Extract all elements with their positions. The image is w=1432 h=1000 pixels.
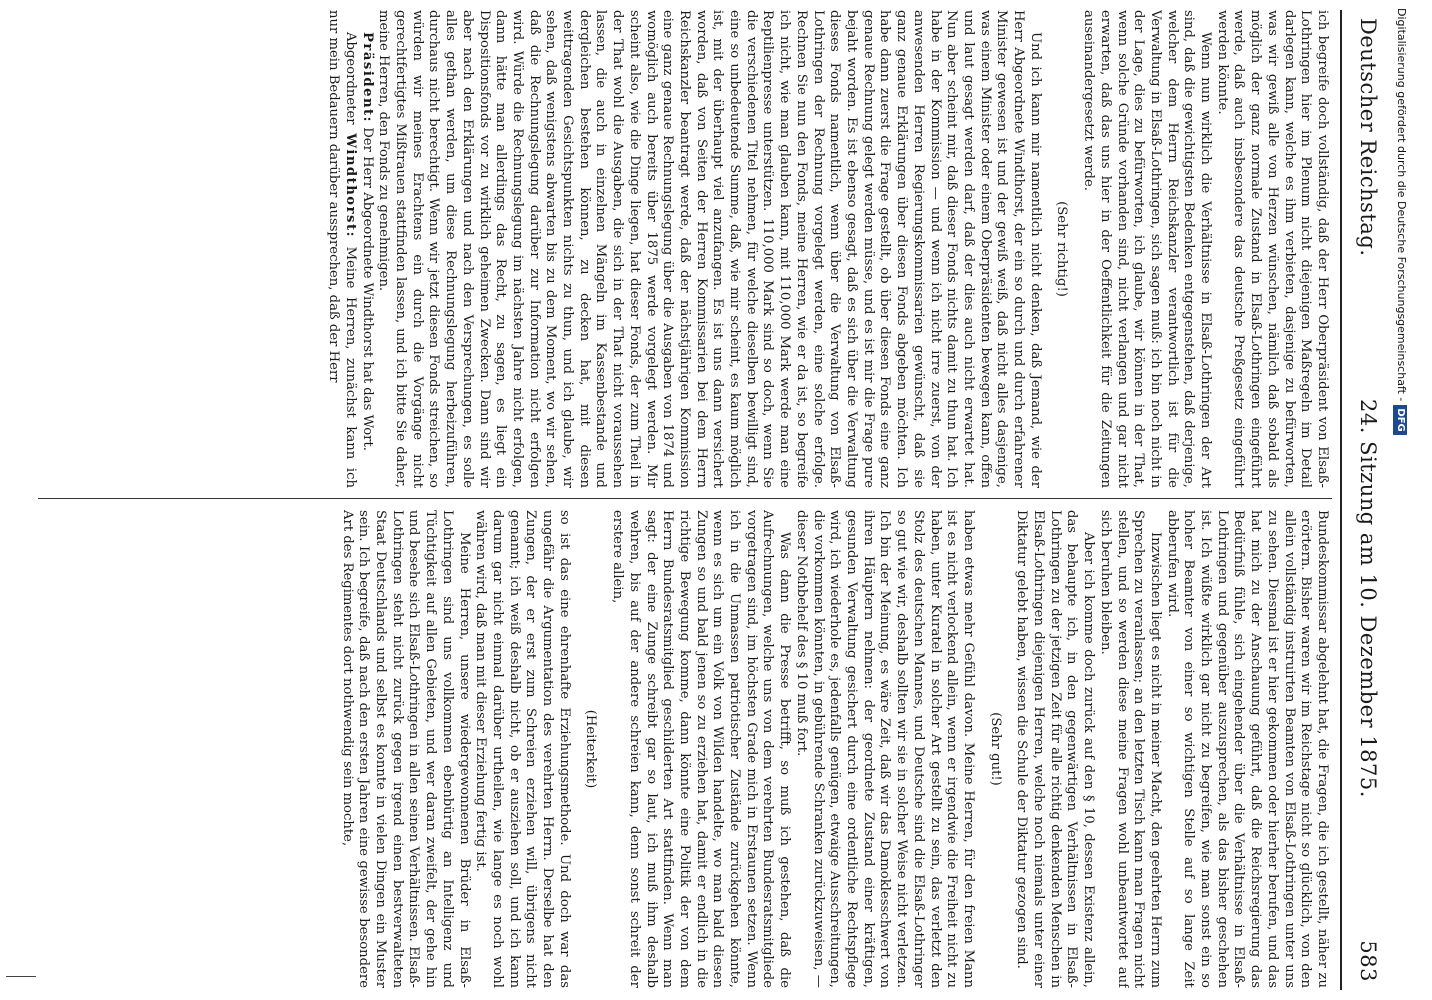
paragraph: Bundeskommissar abgelehnt hat, die Fragen, die ich gestellt, näher zu erörtern. Bisher waren wir im Reichstage nicht so glücklich, von den allein vollständig instruirten Beamten von Elsaß-Lothringen unter uns zu sehen. Diesmal ist er hier gekommen oder hierher berufen, und das hat mich zu der Anschauung geführt, daß die Reichsregierung das Bedürfniß fühle, sich eingehender über die Verhältnisse in Elsaß-Lothringen und gegenüber auszusprechen, als das bisher geschehen ist. Ich wüßte wirklich gar nicht zu begreifen, wie man sonst ein so hoher Beamter von einer so wichtigen Stelle auf so lange Zeit abberufen wird. (1164, 510, 1330, 988)
column-divider (38, 498, 1332, 499)
session-date: 24. Sitzung am 10. Dezember 1875. (1356, 399, 1380, 798)
right-column (38, 510, 1330, 988)
speaker-text: Der Herr Abgeordnete Windthorst hat das Wort. (359, 127, 375, 451)
credit-text: Digitalisierung gefördert durch die Deutsche Forschungsgemeinschaft - (1395, 8, 1408, 402)
speaker-paragraph (358, 10, 375, 488)
interjection: (Sehr richtig!) (1054, 201, 1070, 297)
speaker-name: Windthorst: (342, 133, 358, 238)
interjection: (Sehr gut!) (987, 712, 1003, 786)
speaker-role: Abgeordneter (342, 32, 358, 125)
paragraph: Was dann die Presse betrifft, so muß ich gestehen, daß die Aufrechnungen, welche uns von dem verehrten Bundesratsmitgliede vorgetragen sind, im höchsten Grade mich in Erstaunen setzen. Wenn ich in die Unmassen patriotischer Zustände zurückgehen könnte, wenn es sich um ein Volk von Wilden handelte, wo man bald diesen Zungen so und bald jenen so zu erziehen hat, damit er endlich in die richtige Bewegung komme, dann könnte eine Politik der von dem Herrn Bundesratsmitglied geschilderten Art stattfinden. Wenn man sagt: der eine Zunge schreibt gar so laut, ich muß ihm deshalb wehren, bis auf der andere schreien kann, denn sonst schreit der erstere allein, (610, 510, 793, 988)
interjection: (Heiterkeit) (583, 709, 599, 789)
speaker-name: Präsident: (359, 32, 375, 124)
journal-title: Deutscher Reichstag. (1356, 18, 1380, 257)
speaker-paragraph (325, 10, 358, 488)
rotated-document-page (30, 0, 1400, 1000)
dfg-logo: DFG (1393, 405, 1407, 434)
digitization-credit (1392, 8, 1410, 628)
page-number: 583 (1356, 940, 1380, 982)
paragraph: Und ich kann mir namentlich nicht denken, daß Jemand, wie der Herr Abgeordnete Windthorst, der ein so durch und durch erfahrener Minister gewesen ist und der gewiß weiß, daß nicht alles dasjenige, was einem Minister oder einem Oberpräsidenten bewegen kann, offen und laut gesagt werden darf, daß der dies auch nicht erwartet hat. Nun aber scheint mir, daß dieser Fonds nichts damit zu thun hat. Ich habe in der Kommission — und wenn ich nicht irre zuerst, von der anwesenden Herren Regierungskommissarien gewünscht, daß sie ganz genaue Erklärungen über diesen Fonds abgeben möchten. Ich habe dann zuerst die Frage gestellt, ob über diesen Fonds eine ganz genaue Rechnung gelegt werden müsse, und es ist mir die Frage pure bejaht worden. Es ist ebenso gesagt, daß es sich über die Verwaltung dieses Fonds namentlich, wenn über die Verwaltung von Elsaß-Lothringen der Rechnung vorgelegt werden, eine solche erfolge. Rechnen Sie nun den Fonds, meine Herren, wie er da ist, so begreife ich nicht, wie man glauben kann, mit 110,000 Mark werde man eine Reptilienpresse unterstützen. 110,000 Mark sind so doch, wenn Sie die verschiedenen Titel nehmen, für welche dieselben bewilligt sind, eine so unbedeutende Summe, daß, wie mir scheint, es kaum möglich ist, mit der überhaupt viel anzufangen. Es ist uns dann versichert worden, daß von Seiten der Herren Kommissarien bei dem Herrn Reichskanzler beantragt werde, daß der nächstjährigen Kommission eine ganz genaue Rechnungslegung über die Ausgaben von 1874 und womöglich auch bereits über 1875 werde vorgelegt werden. Mir scheint also, wie die Dinge liegen, hat dieser Fonds, der zum Theil in der That wohl die Ausgaben, die sich in der That nicht voraussehen lassen, die auch in einzelnen Mängeln im Kassenbestande und dergleichen bestehen können, zu decken hat, mit diesen weittragenden Gesichtspunkten nichts zu thun, und ich glaube, wir sehen, daß wenigstens abwarten bis zu dem Moment, wo wir sehen, daß die Rechnungslegung darüber zur Information nicht erfolgen wird. Würde die Rechnungslegung im nächsten Jahre nicht erfolgen, dann hätte man allerdings das Recht, zu sagen, es liegt ein Dispositionsfonds vor zu wirklich geheimen Zwecken. Dann sind wir aber nach den Erklärungen und nach den Versprechungen, es solle alles gethan werden, um diese Rechnungslegung herbeizuführen, durchaus nicht berechtigt. Wenn wir jetzt diesen Fonds streichen, so würden wir meines Erachtens ein durch die Vorgänge nicht gerechtfertigtes Mißtrauen stattfinden lassen, und ich bitte Sie daher, meine Herren, den Fonds zu genehmigen. (376, 10, 1043, 488)
header-rule (1340, 10, 1342, 990)
paragraph: Wenn nun wirklich die Verhältnisse in Elsaß-Lothringen der Art sind, daß die gewichtigsten Bedenken entgegenstehen, daß derjenige, welcher dem Herrn Reichskanzler verantwortlich ist für die Verwaltung in Elsaß-Lothringen, sich sagen muß: ich bin noch nicht in der Lage, dies zu befürworten, ich glaube, wir können in der That, wenn solche Gründe vorhanden sind, nicht verlangen und gar nicht erwarten, daß das uns hier in der Oeffentlichkeit für die Zeitungen auseinandergesetzt werde. (1081, 10, 1214, 488)
paragraph: so ist das eine ehrenhafte Erziehungsmethode. Und doch war das ungefähr die Argumentation des verehrten Herrn. Derselbe hat den Zungen, der er erst zum Schreien erziehen will, übrigens nicht genannt; ich weiß deshalb nicht, ob er ausziehen soll, und ich kann darum gar nicht einmal darüber urtheilen, wie lange es noch wohl währen wird, daß man mit dieser Erziehung fertig ist. (473, 510, 572, 988)
paragraph: ich begreife doch vollständig, daß der Herr Oberpräsident von Elsaß-Lothringen hier im Plenum nicht diejenigen Maßregeln im Detail darlegen kann, welche es ihm verbieten, dasjenige zu befürworten, was wir gewiß alle von Herzen wünschen, nämlich daß sobald als möglich der ganz normale Zustand in Elsaß-Lothringen eingeführt werde, daß auch insbesondere das deutsche Preßgesetz eingeführt werden könnte. (1214, 10, 1330, 488)
paragraph: Meine Herren, unsere wiedergewonnenen Brüder in Elsaß-Lothringen sind uns vollkommen ebenbürtig an Intelligenz und Tüchtigkeit auf allen Gebieten, und wer daran zweifelt, der gehe hin und besehe sich Elsaß-Lothringen in allen seinen Verhältnissen. Elsaß-Lothringen steht nicht zurück gegen irgend einen bestverwalteten Staat Deutschlands und selbst es konnte in vielen Dingen ein Muster sein. Ich begreife, daß nach den ersten Jahren eine gewisse besondere Art des Regimentes dort nothwendig sein mochte, (339, 510, 472, 988)
paragraph: haben etwas mehr Gefühl davon. Meine Herren, für den freien Mann ist es nicht verlockend allein, wenn er irgendwie die Freiheit nicht zu haben, unter Kuratel in solcher Art gestellt zu sein, das verletzt den Stolz des deutschen Mannes, und Deutsche sind die Elsaß-Lothringer so gut wie wir, deshalb sollten wir sie in solcher Weise nicht verletzen. Ich bin der Meinung, es wäre Zeit, daß wir das Damoklesschwert von ihren Häuptern nehmen: der geordnete Zustand einer kräftigen, gesunden Verwaltung gesichert durch eine ordentliche Rechtspflege wird, ich wiederhole es, jedenfalls genügen, etwaige Ausschreitungen, die vorkommen könnten, in gebührende Schranken zurückzuweisen, — dieser Nothbehelf des § 10 muß fort. (793, 510, 976, 988)
speaker-text: Meine Herren, zunächst kann ich nur mein Bedauern darüber aussprechen, daß der Herr (326, 10, 358, 488)
left-column (38, 10, 1330, 488)
scan-mark (6, 976, 36, 977)
paragraph: Aber ich komme doch zurück auf den § 10, dessen Existenz allein, das behaupte ich, in den gegenwärtigen Verhältnissen in Elsaß-Lothringen zu der jetzigen Zeit für alle richtig denkenden Menschen in Elsaß-Lothringen diejenigen Herren, welche noch niemals unter einer Diktatur gelebt haben, wissen die Schule der Diktatur gezogen sind. (1014, 510, 1097, 988)
paragraph: Inzwischen liegt es nicht in meiner Macht, den geehrten Herrn zum Sprechen zu veranlassen; an den letzten Tisch kann man Fragen nicht stellen, und so werden diese meine Fragen wohl unbeantwortet auf sich beruhen bleiben. (1097, 510, 1163, 988)
running-head (1348, 18, 1388, 982)
